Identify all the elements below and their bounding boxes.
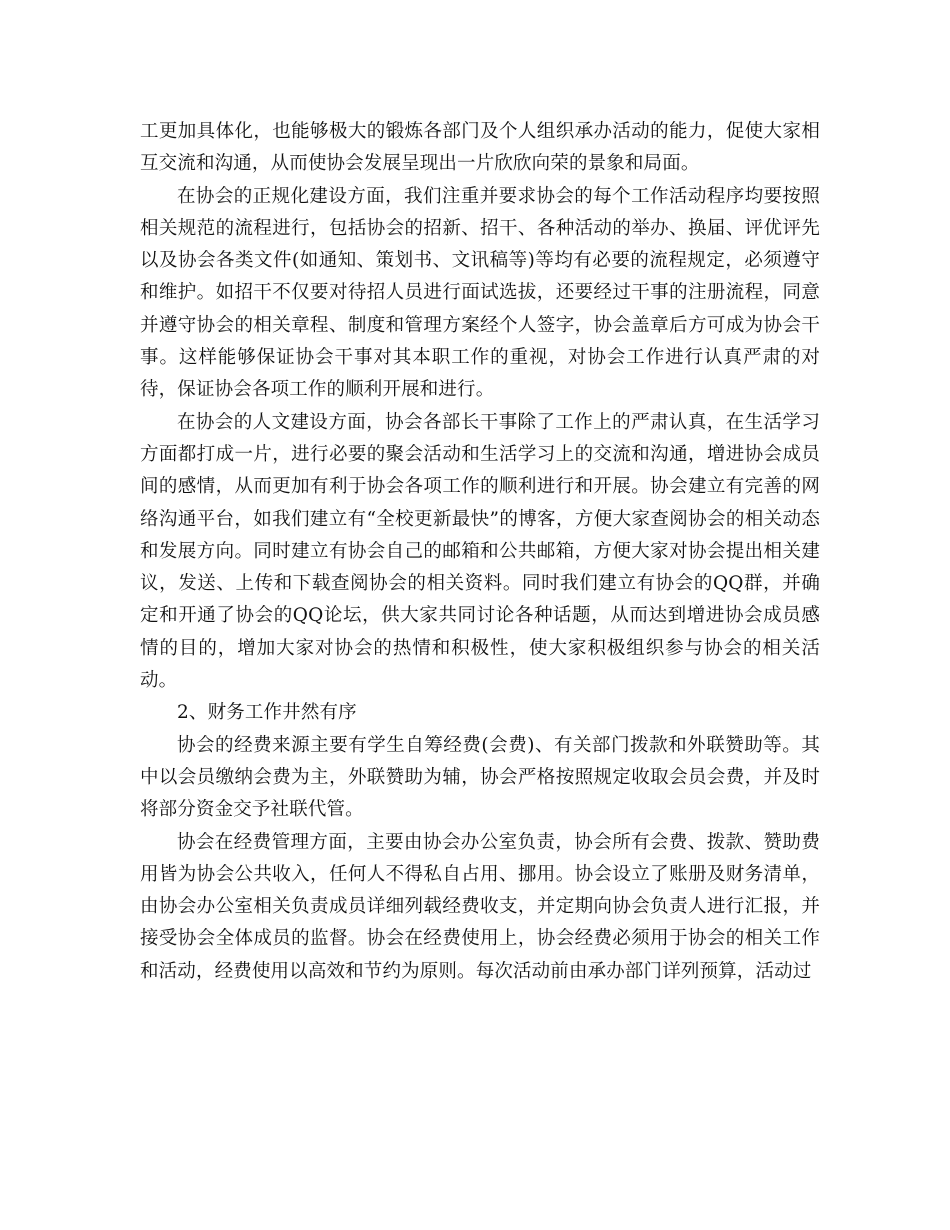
document-body xyxy=(140,116,820,988)
paragraph-funding-source: 协会的经费来源主要有学生自筹经费(会费)、有关部门拨款和外联赞助等。其中以会员缴纳会费为主，外联赞助为辅，协会严格按照规定收取会员会费，并及时将部分资金交予社联代管。 xyxy=(140,734,820,821)
paragraph-continuation: 工更加具体化，也能够极大的锻炼各部门及个人组织承办活动的能力，促使大家相互交流和沟通，从而使协会发展呈现出一片欣欣向荣的景象和局面。 xyxy=(140,121,820,175)
section-heading-finance: 2、财务工作井然有序 xyxy=(177,702,357,724)
paragraph-standardization: 在协会的正规化建设方面，我们注重并要求协会的每个工作活动程序均要按照相关规范的流程进行，包括协会的招新、招干、各种活动的举办、换届、评优评先以及协会各类文件(如通知、策划书、文讯稿等)等均有必要的流程规定，必须遵守和维护。如招干不仅要对待招人员进行面试选拔，还要经过干事的注册流程，同意并遵守协会的相关章程、制度和管理方案经个人签字，协会盖章后方可成为协会干事。这样能够保证协会干事对其本职工作的重视，对协会工作进行认真严肃的对待，保证协会各项工作的顺利开展和进行。 xyxy=(140,185,820,401)
paragraph-cultural-building: 在协会的人文建设方面，协会各部长干事除了工作上的严肃认真，在生活学习方面都打成一片，进行必要的聚会活动和生活学习上的交流和沟通，增进协会成员间的感情，从而更加有利于协会各项工作的顺利进行和开展。协会建立有完善的网络沟通平台，如我们建立有“全校更新最快”的博客，方便大家查阅协会的相关动态和发展方向。同时建立有协会自己的邮箱和公共邮箱，方便大家对协会提出相关建议，发送、上传和下载查阅协会的相关资料。同时我们建立有协会的QQ群，并确定和开通了协会的QQ论坛，供大家共同讨论各种话题，从而达到增进协会成员感情的目的，增加大家对协会的热情和积极性，使大家积极组织参与协会的相关活动。 xyxy=(140,411,820,692)
paragraph-funding-management: 协会在经费管理方面，主要由协会办公室负责，协会所有会费、拨款、赞助费用皆为协会公共收入，任何人不得私自占用、挪用。协会设立了账册及财务清单，由协会办公室相关负责成员详细列载经费收支，并定期向协会负责人进行汇报，并接受协会全体成员的监督。协会在经费使用上，协会经费必须用于协会的相关工作和活动，经费使用以高效和节约为原则。每次活动前由承办部门详列预算，活动过 xyxy=(140,831,820,982)
